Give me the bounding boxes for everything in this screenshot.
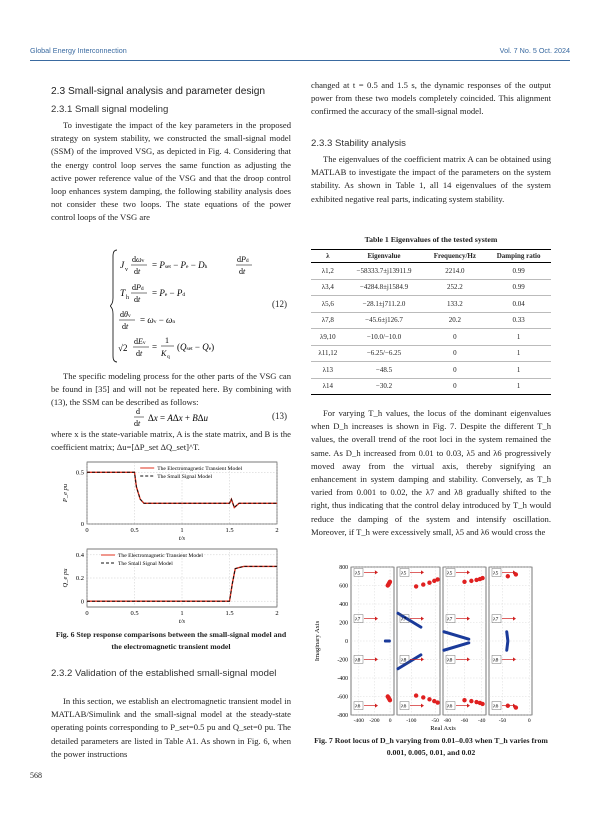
x-axis-label: t/s — [178, 535, 186, 542]
figure-6 — [51, 457, 291, 623]
svg-text:d: d — [136, 407, 140, 416]
svg-text:= Pe − Pd: = Pe − Pd — [152, 288, 186, 298]
root-locus-panel — [351, 567, 394, 724]
fig7-plot — [314, 565, 532, 732]
x-axis-label: Real Axis — [430, 725, 456, 732]
pole-lower — [414, 693, 418, 697]
lambda-label: λ8 — [447, 657, 453, 664]
table-row — [311, 345, 551, 362]
x-tick-label: 0 — [527, 718, 531, 724]
y-tick-label: 400 — [339, 602, 348, 608]
x-tick-label: -400 — [353, 718, 364, 724]
lambda-label: λ7 — [401, 616, 407, 623]
equation-13-number: (13) — [272, 411, 287, 421]
pole-lower — [427, 697, 431, 701]
svg-text:dt: dt — [134, 295, 141, 304]
table-cell: 0.99 — [486, 263, 551, 280]
journal-name: Global Energy Interconnection — [30, 46, 127, 55]
lambda-label: λ5 — [355, 570, 361, 577]
table-cell: 0.99 — [486, 279, 551, 296]
table-cell: λ1,2 — [311, 263, 345, 280]
table-cell: 1 — [486, 329, 551, 346]
table-cell: −45.6±j126.7 — [345, 312, 424, 329]
pole-upper — [427, 581, 431, 585]
header-rule — [30, 60, 570, 61]
direction-arrowhead — [513, 617, 516, 621]
y-axis-label: Imaginary Axis — [314, 620, 321, 662]
x-tick-label: 1 — [180, 610, 184, 617]
paragraph-dynamic-responses: changed at t = 0.5 and 1.5 s, the dynamic responses of the output power from these two models completely coincided. This alignment confirmed the accuracy of the small-signal model. — [311, 80, 551, 117]
direction-arrowhead — [467, 617, 470, 621]
svg-text:dθv: dθv — [120, 310, 131, 319]
pole-lower — [388, 698, 392, 702]
table-cell: −58333.7±j13911.9 — [345, 263, 424, 280]
table-cell: 0 — [423, 362, 486, 379]
x-tick-label: 1.5 — [225, 527, 234, 534]
pole-upper — [421, 582, 425, 586]
pole-upper — [462, 580, 466, 584]
legend-label: The Small Signal Model — [118, 561, 173, 568]
svg-text:v: v — [125, 267, 128, 273]
lambda-label: λ5 — [493, 570, 499, 577]
table-cell: λ9,10 — [311, 329, 345, 346]
x-tick-label: 0 — [85, 610, 89, 617]
locus-branch-upper — [507, 641, 508, 650]
paragraph-eigenvalues: The eigenvalues of the coefficient matrix A can be obtained using MATLAB to investigate the impact of the parameters on the system stability. As shown in Table 1, all 14 eigenvalues of the system exhibited negative real parts, indicating system stability. — [311, 154, 551, 204]
pole-lower — [421, 695, 425, 699]
fig6b-plot — [62, 549, 279, 623]
root-locus-panel — [489, 567, 532, 724]
y-tick-label: -800 — [337, 713, 348, 719]
table-cell: 0 — [423, 345, 486, 362]
page-number: 568 — [30, 771, 42, 780]
lambda-label: λ5 — [401, 570, 407, 577]
table-cell: λ14 — [311, 378, 345, 395]
svg-text:T: T — [120, 289, 126, 299]
svg-text:dt: dt — [134, 419, 141, 428]
lambda-label: λ8 — [355, 657, 361, 664]
y-tick-label: -200 — [337, 657, 348, 664]
section-heading-2-3-2: 2.3.2 Validation of the established small-signal model — [51, 668, 277, 679]
lambda-label: λ6 — [401, 703, 407, 710]
equation-13 — [134, 406, 254, 430]
table-row — [311, 279, 551, 296]
svg-text:= Pset − Pe − Dh: = Pset − Pe − Dh — [152, 260, 208, 270]
paragraph-validation: In this section, we establish an electromagnetic transient model in MATLAB/Simulink and the small-signal model at the steady-state operating points corresponding to P_set=0.5 pu and Q_set=0 pu. The detailed parameters are listed in Table A1. As shown in Fig. 6, when the power instructions — [51, 696, 291, 759]
equation-12 — [110, 246, 292, 366]
pole-upper — [469, 579, 473, 583]
pole-lower — [480, 702, 484, 706]
series-line — [87, 566, 277, 601]
table-cell: λ11,12 — [311, 345, 345, 362]
lambda-label: λ7 — [493, 616, 499, 623]
pole-upper — [480, 576, 484, 580]
journal-issue: Vol. 7 No. 5 Oct. 2024 — [499, 46, 570, 55]
lambda-label: λ7 — [447, 616, 453, 623]
equation-12-number: (12) — [272, 299, 287, 309]
y-tick-label: 0 — [80, 598, 84, 606]
lambda-label: λ6 — [493, 703, 499, 710]
table-cell: −10.0/−10.0 — [345, 329, 424, 346]
y-tick-label: 0.4 — [75, 552, 84, 559]
table-cell: λ3,4 — [311, 279, 345, 296]
table-row — [311, 263, 551, 280]
svg-text:√2: √2 — [118, 343, 128, 353]
table-header-cell: λ — [311, 250, 345, 263]
direction-arrowhead — [467, 704, 470, 708]
y-tick-label: 0.5 — [75, 469, 84, 477]
pole-upper — [388, 580, 392, 584]
legend-label: The Electromagnetic Transient Model — [118, 553, 203, 560]
lambda-label: λ6 — [447, 703, 453, 710]
svg-text:=: = — [152, 342, 158, 352]
svg-text:dt: dt — [136, 349, 143, 358]
locus-branch-upper — [444, 632, 469, 639]
section-heading-2-3: 2.3 Small-signal analysis and parameter design — [51, 86, 266, 97]
series-line — [87, 566, 277, 601]
paragraph-specific-modeling: The specific modeling process for the other parts of the VSG can be found in [35] and will not be repeated here. By combining with (13), the SSM can be described as follows: — [51, 371, 291, 408]
fig6a-plot — [62, 462, 279, 542]
direction-arrowhead — [421, 704, 424, 708]
x-tick-label: -50 — [498, 718, 507, 724]
table-cell: 0 — [423, 378, 486, 395]
svg-text:dt: dt — [134, 267, 141, 276]
pole-upper — [414, 584, 418, 588]
y-tick-label: 800 — [339, 565, 348, 571]
pole-lower — [469, 699, 473, 703]
svg-text:h: h — [126, 295, 129, 301]
y-tick-label: 0 — [80, 521, 84, 529]
root-locus-panel — [397, 567, 440, 724]
svg-text:= ωv − ωn: = ωv − ωn — [140, 315, 176, 325]
y-tick-label: -400 — [337, 676, 348, 682]
x-tick-label: 0.5 — [130, 527, 139, 534]
root-locus-panel — [443, 567, 486, 724]
table-cell: −48.5 — [345, 362, 424, 379]
locus-branch-lower — [444, 643, 469, 650]
figure-6-caption: Fig. 6 Step response comparisons between the small-signal model and the electromagnetic transient model — [55, 630, 287, 651]
table-header-cell: Eigenvalue — [345, 250, 424, 263]
table-cell: 1 — [486, 362, 551, 379]
paragraph-ssm-intro: To investigate the impact of the key parameters in the proposed strategy on system stability, we constructed the small-signal model (SSM) of the improved VSG, as depicted in Fig. 4. Considering that the energy control loop serves the same function as adjusting the active power reference value of the VSG and that the droop control loop enhances system damping, the following stability analysis does not consider these two loops. The state equations of the power control loops of the VSG are — [51, 120, 291, 223]
figure-7-caption: Fig. 7 Root locus of D_h varying from 0.01–0.03 when T_h varies from 0.001, 0.005, 0.01, and 0.02 — [314, 736, 548, 757]
x-axis-label: t/s — [178, 618, 186, 623]
x-tick-label: -200 — [369, 718, 380, 724]
table-cell: −6.25/−6.25 — [345, 345, 424, 362]
lambda-label: λ6 — [355, 703, 361, 710]
svg-text:Δx = AΔx + BΔu: Δx = AΔx + BΔu — [148, 413, 209, 423]
table-row — [311, 362, 551, 379]
x-tick-label: 2 — [275, 610, 279, 617]
table-row — [311, 312, 551, 329]
direction-arrowhead — [467, 657, 470, 661]
table-cell: −30.2 — [345, 378, 424, 395]
x-tick-label: -80 — [443, 718, 452, 724]
table-cell: λ5,6 — [311, 296, 345, 313]
section-heading-2-3-3: 2.3.3 Stability analysis — [311, 138, 406, 149]
svg-text:q: q — [167, 354, 170, 360]
direction-arrowhead — [375, 704, 378, 708]
svg-text:dPd: dPd — [237, 255, 249, 264]
direction-arrowhead — [421, 617, 424, 621]
table-cell: 0.33 — [486, 312, 551, 329]
table-cell: λ13 — [311, 362, 345, 379]
direction-arrowhead — [375, 570, 378, 574]
y-tick-label: -600 — [337, 694, 348, 701]
pole-upper — [506, 574, 510, 578]
pole-lower — [435, 700, 439, 704]
table-1-title: Table 1 Eigenvalues of the tested system — [364, 235, 498, 244]
table-cell: λ7,8 — [311, 312, 345, 329]
y-tick-label: 200 — [339, 620, 348, 627]
table-cell: 1 — [486, 345, 551, 362]
direction-arrowhead — [375, 657, 378, 661]
svg-text:dt: dt — [239, 267, 246, 276]
direction-arrowhead — [421, 657, 424, 661]
y-tick-label: 0 — [345, 639, 348, 645]
svg-text:K: K — [161, 349, 167, 358]
table-header-cell: Frequency/Hz — [423, 250, 486, 263]
x-tick-label: -40 — [477, 718, 486, 724]
svg-text:J: J — [120, 261, 125, 271]
legend-label: The Electromagnetic Transient Model — [157, 466, 243, 473]
paragraph-state-matrix: where x is the state-variable matrix, A is the state matrix, and B is the coefficient matrix; Δu=[ΔP_set ΔQ_set]^T. — [51, 429, 291, 453]
x-tick-label: -100 — [406, 718, 417, 724]
direction-arrowhead — [513, 657, 516, 661]
legend-label: The Small Signal Model — [157, 474, 213, 481]
pole-upper — [435, 577, 439, 581]
x-tick-label: -60 — [460, 718, 469, 724]
pole-lower — [462, 698, 466, 702]
locus-branch-lower — [507, 632, 508, 641]
table-cell: 2214.0 — [423, 263, 486, 280]
direction-arrowhead — [421, 570, 424, 574]
svg-text:1: 1 — [165, 336, 169, 345]
table-header-cell: Damping ratio — [486, 250, 551, 263]
table-row — [311, 296, 551, 313]
lambda-label: λ8 — [493, 657, 499, 664]
x-tick-label: 1.5 — [225, 610, 234, 617]
y-tick-label: 600 — [339, 583, 348, 590]
lambda-label: λ7 — [355, 616, 361, 623]
table-cell: 1 — [486, 378, 551, 395]
direction-arrowhead — [467, 570, 470, 574]
table-header-row — [311, 250, 551, 263]
x-tick-label: 0 — [85, 527, 89, 534]
lambda-label: λ5 — [447, 570, 453, 577]
y-axis-label: Q_e pu — [62, 568, 69, 588]
x-tick-label: 2 — [275, 527, 279, 534]
section-heading-2-3-1: 2.3.1 Small signal modeling — [51, 104, 169, 115]
table-row — [311, 329, 551, 346]
direction-arrowhead — [375, 617, 378, 621]
lambda-label: λ8 — [401, 657, 407, 664]
svg-text:dEv: dEv — [134, 337, 146, 346]
table-cell: −4284.8±j1584.9 — [345, 279, 424, 296]
table-row — [311, 378, 551, 395]
x-tick-label: 1 — [180, 527, 184, 534]
eigenvalue-table — [311, 249, 551, 395]
svg-text:dPd: dPd — [132, 283, 144, 292]
table-cell: 133.2 — [423, 296, 486, 313]
x-tick-label: 0.5 — [130, 610, 139, 617]
paragraph-root-locus: For varying T_h values, the locus of the dominant eigenvalues when D_h increases is shown in Fig. 7. Despite the different T_h values, the overall trend of the root loci in the system remained the same. As D_h increased from 0.01 to 0.03, λ5 and λ6 progressively moved away from the virtual axis, thereby signifying an enhancement in system damping and stability. Conversely, as T_h varied from 0.001 to 0.02, the λ7 and λ8 gradually shifted to the right, thus indicating that the control delay introduced by T_h would reduce the damping of the system and intensify oscillation. Moreover, if T_h were excessively small, λ5 and λ6 would cross the — [311, 408, 551, 537]
svg-text:dωv: dωv — [132, 255, 145, 264]
table-cell: 20.2 — [423, 312, 486, 329]
x-tick-label: 0 — [388, 718, 392, 724]
x-tick-label: -50 — [431, 718, 439, 724]
y-axis-label: P_e pu — [62, 483, 69, 503]
svg-text:(Qset − Qe): (Qset − Qe) — [177, 342, 215, 352]
table-cell: 0.04 — [486, 296, 551, 313]
svg-text:dt: dt — [122, 322, 129, 331]
figure-7 — [311, 561, 551, 739]
table-cell: 0 — [423, 329, 486, 346]
table-cell: −28.1±j711.2.0 — [345, 296, 424, 313]
table-cell: 252.2 — [423, 279, 486, 296]
y-tick-label: 0.2 — [75, 575, 84, 583]
